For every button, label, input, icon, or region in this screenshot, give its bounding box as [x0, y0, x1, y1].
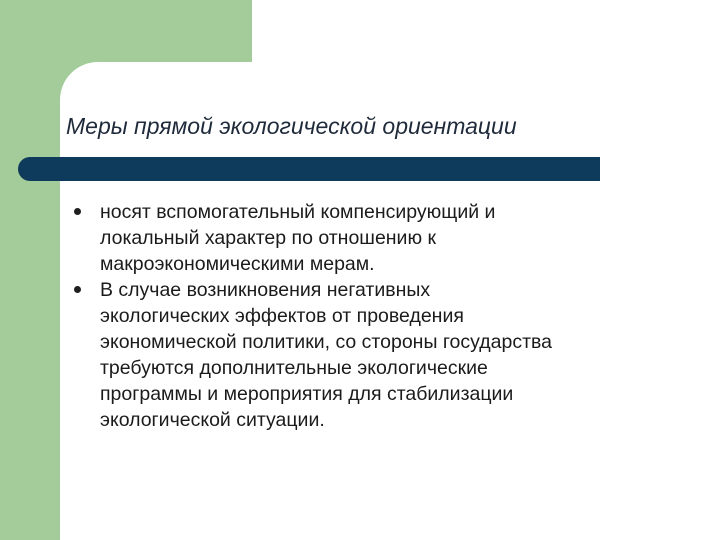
- left-green-stripe: [0, 0, 60, 540]
- list-item: [74, 277, 694, 433]
- bullet-dot-icon: [74, 208, 81, 215]
- bullet-dot-icon: [74, 286, 81, 293]
- list-item: [74, 199, 694, 277]
- bullet-text: В случае возникновения негативных экологических эффектов от проведения экономической политики, со стороны государства требуются дополнительные экологические программы и мероприятия для стабилизации экологической ситуации.: [100, 279, 552, 431]
- title-underline-bar: [18, 157, 600, 181]
- bullet-list: [74, 199, 694, 433]
- bullet-text: носят вспомогательный компенсирующий и локальный характер по отношению к макроэкономическими мерам.: [100, 201, 496, 275]
- slide-title: Меры прямой экологической ориентации: [66, 113, 517, 139]
- rounded-corner-decoration: [60, 62, 100, 102]
